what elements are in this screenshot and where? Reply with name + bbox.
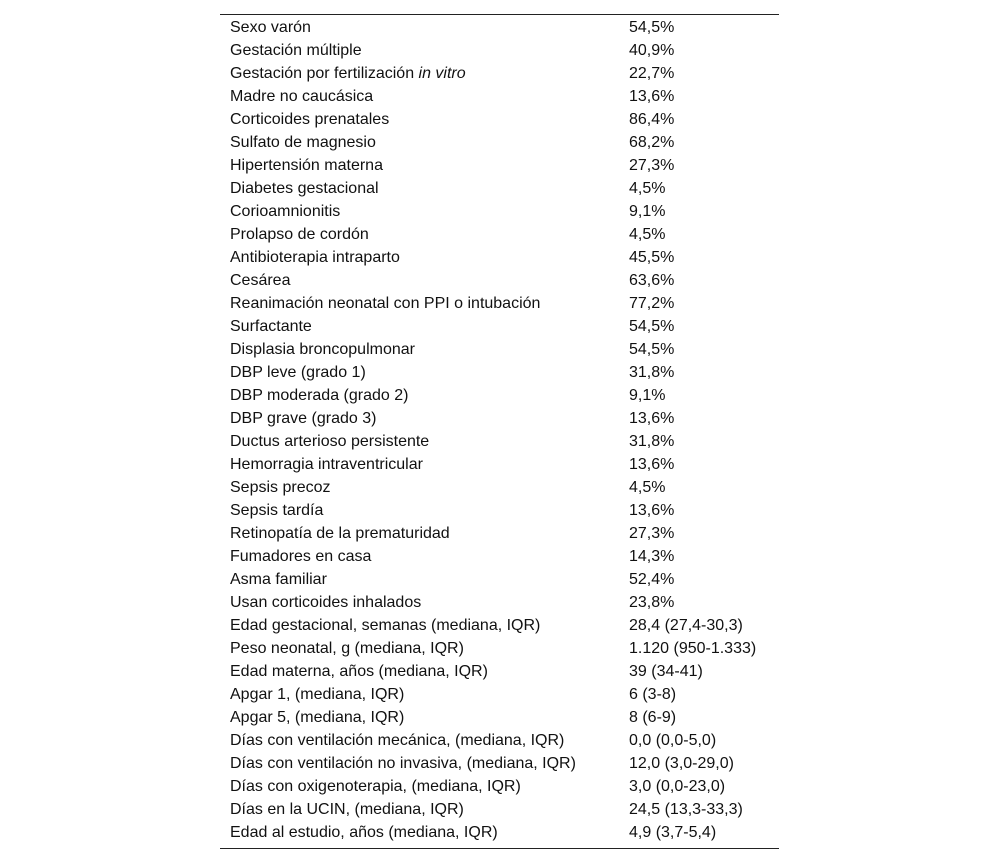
table-row <box>220 729 779 752</box>
table-row <box>220 775 779 798</box>
row-value: 9,1% <box>629 203 666 220</box>
table-row <box>220 706 779 729</box>
row-value: 31,8% <box>629 433 675 450</box>
row-value: 1.120 (950-1.333) <box>629 640 757 657</box>
table-row <box>220 177 779 200</box>
table-row <box>220 614 779 637</box>
row-label-text: Hemorragia intraventricular <box>230 456 423 473</box>
row-value: 3,0 (0,0-23,0) <box>629 778 726 795</box>
characteristics-table <box>220 15 779 844</box>
row-label <box>220 292 619 315</box>
table-row <box>220 292 779 315</box>
table-row <box>220 476 779 499</box>
row-label-text: Corioamnionitis <box>230 203 341 220</box>
row-value: 8 (6-9) <box>629 709 677 726</box>
row-label <box>220 200 619 223</box>
row-label <box>220 775 619 798</box>
row-value: 54,5% <box>629 341 675 358</box>
row-label-italic: in vitro <box>418 65 466 82</box>
row-value: 13,6% <box>629 456 675 473</box>
row-value: 4,5% <box>629 479 666 496</box>
table-row <box>220 39 779 62</box>
row-label-text: Sulfato de magnesio <box>230 134 376 151</box>
table-row <box>220 85 779 108</box>
table-row <box>220 200 779 223</box>
row-label <box>220 15 619 39</box>
row-value: 52,4% <box>629 571 675 588</box>
row-label-text: Sexo varón <box>230 19 311 36</box>
row-label-text: Retinopatía de la prematuridad <box>230 525 450 542</box>
row-label-text: Prolapso de cordón <box>230 226 369 243</box>
row-label <box>220 384 619 407</box>
row-label <box>220 338 619 361</box>
row-label-text: Asma familiar <box>230 571 327 588</box>
row-value: 54,5% <box>629 19 675 36</box>
data-table <box>220 14 779 849</box>
row-label-text: DBP grave (grado 3) <box>230 410 377 427</box>
table-row <box>220 384 779 407</box>
row-label <box>220 453 619 476</box>
row-label <box>220 752 619 775</box>
row-label <box>220 39 619 62</box>
row-value: 23,8% <box>629 594 675 611</box>
table-row <box>220 591 779 614</box>
table-row <box>220 683 779 706</box>
table-row <box>220 15 779 39</box>
row-label <box>220 499 619 522</box>
row-value: 68,2% <box>629 134 675 151</box>
row-label-text: Antibioterapia intraparto <box>230 249 400 266</box>
table-row <box>220 453 779 476</box>
row-value: 45,5% <box>629 249 675 266</box>
row-value: 9,1% <box>629 387 666 404</box>
table-row <box>220 361 779 384</box>
row-label <box>220 591 619 614</box>
row-label <box>220 246 619 269</box>
row-label-text: Gestación por fertilización <box>230 65 419 82</box>
row-value: 12,0 (3,0-29,0) <box>629 755 734 772</box>
row-label <box>220 315 619 338</box>
row-label <box>220 683 619 706</box>
row-value: 40,9% <box>629 42 675 59</box>
row-label-text: Peso neonatal, g (mediana, IQR) <box>230 640 464 657</box>
table-row <box>220 223 779 246</box>
row-label <box>220 568 619 591</box>
row-label <box>220 177 619 200</box>
table-row <box>220 62 779 85</box>
row-label <box>220 660 619 683</box>
row-value: 31,8% <box>629 364 675 381</box>
row-label-text: Días con oxigenoterapia, (mediana, IQR) <box>230 778 521 795</box>
row-value: 54,5% <box>629 318 675 335</box>
table-row <box>220 798 779 821</box>
table-row <box>220 522 779 545</box>
row-label-text: Días en la UCIN, (mediana, IQR) <box>230 801 464 818</box>
row-label-text: Apgar 1, (mediana, IQR) <box>230 686 405 703</box>
row-label-text: Displasia broncopulmonar <box>230 341 415 358</box>
table-row <box>220 338 779 361</box>
row-label <box>220 223 619 246</box>
row-label <box>220 476 619 499</box>
row-label <box>220 545 619 568</box>
table-row <box>220 108 779 131</box>
row-label-text: DBP moderada (grado 2) <box>230 387 409 404</box>
row-value: 4,5% <box>629 226 666 243</box>
row-label-text: Edad materna, años (mediana, IQR) <box>230 663 488 680</box>
row-label <box>220 522 619 545</box>
table-row <box>220 246 779 269</box>
row-value: 13,6% <box>629 502 675 519</box>
row-value: 27,3% <box>629 157 675 174</box>
row-label <box>220 430 619 453</box>
row-label-text: Diabetes gestacional <box>230 180 379 197</box>
row-label-text: Días con ventilación mecánica, (mediana, IQR) <box>230 732 565 749</box>
row-label-text: Gestación múltiple <box>230 42 362 59</box>
row-label <box>220 361 619 384</box>
row-value: 13,6% <box>629 410 675 427</box>
table-row <box>220 499 779 522</box>
row-value: 24,5 (13,3-33,3) <box>629 801 743 818</box>
row-label-text: Hipertensión materna <box>230 157 383 174</box>
table-row <box>220 430 779 453</box>
row-label <box>220 729 619 752</box>
row-value: 6 (3-8) <box>629 686 677 703</box>
table-row <box>220 131 779 154</box>
row-value: 4,9 (3,7-5,4) <box>629 824 717 841</box>
table-row <box>220 315 779 338</box>
table-row <box>220 269 779 292</box>
row-value: 4,5% <box>629 180 666 197</box>
table-row <box>220 637 779 660</box>
row-value: 22,7% <box>629 65 675 82</box>
table-row <box>220 660 779 683</box>
row-label-text: Usan corticoides inhalados <box>230 594 422 611</box>
row-value: 77,2% <box>629 295 675 312</box>
row-label-text: Fumadores en casa <box>230 548 372 565</box>
row-label <box>220 798 619 821</box>
table-row <box>220 545 779 568</box>
row-value: 39 (34-41) <box>629 663 703 680</box>
row-value: 14,3% <box>629 548 675 565</box>
table-row <box>220 568 779 591</box>
row-label <box>220 407 619 430</box>
row-label <box>220 821 619 844</box>
table-row <box>220 752 779 775</box>
row-value: 27,3% <box>629 525 675 542</box>
row-value: 0,0 (0,0-5,0) <box>629 732 717 749</box>
row-label <box>220 154 619 177</box>
row-label-text: Edad gestacional, semanas (mediana, IQR) <box>230 617 541 634</box>
row-label <box>220 637 619 660</box>
row-label <box>220 131 619 154</box>
row-label-text: Sepsis precoz <box>230 479 331 496</box>
row-label-text: Madre no caucásica <box>230 88 374 105</box>
row-value: 13,6% <box>629 88 675 105</box>
table-body <box>220 15 779 844</box>
row-label-text: Surfactante <box>230 318 312 335</box>
row-label <box>220 62 619 85</box>
row-label <box>220 85 619 108</box>
table-row <box>220 821 779 844</box>
table-row <box>220 154 779 177</box>
row-value: 63,6% <box>629 272 675 289</box>
row-label-text: DBP leve (grado 1) <box>230 364 366 381</box>
row-label-text: Apgar 5, (mediana, IQR) <box>230 709 405 726</box>
row-value: 28,4 (27,4-30,3) <box>629 617 743 634</box>
row-label-text: Edad al estudio, años (mediana, IQR) <box>230 824 498 841</box>
row-label-text: Ductus arterioso persistente <box>230 433 430 450</box>
row-label <box>220 108 619 131</box>
row-label-text: Cesárea <box>230 272 291 289</box>
row-label-text: Corticoides prenatales <box>230 111 390 128</box>
row-label <box>220 269 619 292</box>
row-label-text: Sepsis tardía <box>230 502 324 519</box>
row-label <box>220 614 619 637</box>
table-row <box>220 407 779 430</box>
table-bottom-spacer <box>220 844 779 848</box>
row-value: 86,4% <box>629 111 675 128</box>
row-label-text: Días con ventilación no invasiva, (mediana, IQR) <box>230 755 576 772</box>
row-label <box>220 706 619 729</box>
row-label-text: Reanimación neonatal con PPI o intubación <box>230 295 541 312</box>
